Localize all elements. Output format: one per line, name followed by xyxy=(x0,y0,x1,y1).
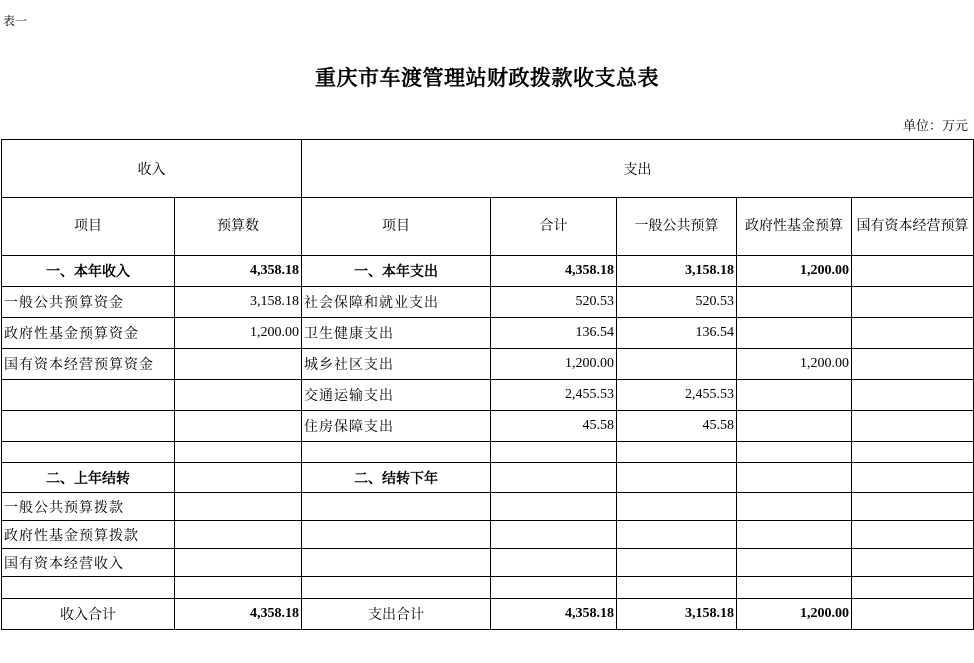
table-row xyxy=(2,411,974,442)
table-row xyxy=(2,287,974,318)
table-row xyxy=(2,349,974,380)
out-item: 一、本年支出 xyxy=(302,256,491,287)
out-item xyxy=(302,442,491,463)
expense-item-header: 项目 xyxy=(302,198,491,256)
header-row-sub xyxy=(2,198,974,256)
budget-header: 预算数 xyxy=(175,198,302,256)
in-item: 国有资本经营预算资金 xyxy=(2,349,175,380)
out-item: 社会保障和就业支出 xyxy=(302,287,491,318)
in-amount: 4,358.18 xyxy=(175,256,302,287)
income-item-header: 项目 xyxy=(2,198,175,256)
fund-amount xyxy=(737,521,852,549)
in-item: 政府性基金预算资金 xyxy=(2,318,175,349)
total-amount xyxy=(491,442,617,463)
general-amount xyxy=(617,521,737,549)
in-amount xyxy=(175,577,302,599)
in-item xyxy=(2,442,175,463)
total-amount: 136.54 xyxy=(491,318,617,349)
out-item xyxy=(302,521,491,549)
fund-total-amount: 1,200.00 xyxy=(737,599,852,630)
table-row xyxy=(2,442,974,463)
in-item xyxy=(2,411,175,442)
totals-row xyxy=(2,599,974,630)
fund-amount: 1,200.00 xyxy=(737,349,852,380)
table-tag: 表一 xyxy=(3,14,28,28)
state-amount xyxy=(852,463,974,493)
out-item: 交通运输支出 xyxy=(302,380,491,411)
in-amount xyxy=(175,411,302,442)
in-amount xyxy=(175,549,302,577)
state-amount xyxy=(852,349,974,380)
out-item xyxy=(302,549,491,577)
total-amount xyxy=(491,463,617,493)
expense-total-label: 支出合计 xyxy=(302,599,491,630)
general-amount xyxy=(617,577,737,599)
state-budget-header: 国有资本经营预算 xyxy=(852,198,974,256)
general-total-amount: 3,158.18 xyxy=(617,599,737,630)
out-item xyxy=(302,493,491,521)
in-amount: 3,158.18 xyxy=(175,287,302,318)
table-row xyxy=(2,521,974,549)
state-amount xyxy=(852,521,974,549)
fund-amount xyxy=(737,577,852,599)
fund-amount xyxy=(737,411,852,442)
table-row xyxy=(2,549,974,577)
page-title: 重庆市车渡管理站财政拨款收支总表 xyxy=(315,65,659,90)
in-amount xyxy=(175,380,302,411)
in-amount xyxy=(175,521,302,549)
out-item: 住房保障支出 xyxy=(302,411,491,442)
header-row-main xyxy=(2,140,974,198)
total-amount xyxy=(491,549,617,577)
total-amount: 45.58 xyxy=(491,411,617,442)
expense-total-amount: 4,358.18 xyxy=(491,599,617,630)
table-row xyxy=(2,577,974,599)
general-amount: 136.54 xyxy=(617,318,737,349)
in-item xyxy=(2,577,175,599)
state-amount xyxy=(852,577,974,599)
in-amount: 1,200.00 xyxy=(175,318,302,349)
fund-amount: 1,200.00 xyxy=(737,256,852,287)
table-row xyxy=(2,493,974,521)
in-item: 国有资本经营收入 xyxy=(2,549,175,577)
state-amount xyxy=(852,549,974,577)
out-item: 城乡社区支出 xyxy=(302,349,491,380)
total-amount: 2,455.53 xyxy=(491,380,617,411)
revenue-expense-table xyxy=(1,139,974,630)
total-header: 合计 xyxy=(491,198,617,256)
state-amount xyxy=(852,442,974,463)
state-amount xyxy=(852,411,974,442)
general-amount: 3,158.18 xyxy=(617,256,737,287)
general-amount xyxy=(617,349,737,380)
total-amount xyxy=(491,521,617,549)
in-item xyxy=(2,380,175,411)
fund-amount xyxy=(737,287,852,318)
general-amount xyxy=(617,463,737,493)
expense-header: 支出 xyxy=(302,140,974,198)
unit-label: 单位：万元 xyxy=(902,119,968,134)
fund-amount xyxy=(737,318,852,349)
income-total-label: 收入合计 xyxy=(2,599,175,630)
fund-amount xyxy=(737,380,852,411)
table-row xyxy=(2,463,974,493)
state-amount xyxy=(852,493,974,521)
table-row xyxy=(2,318,974,349)
total-amount xyxy=(491,493,617,521)
income-header: 收入 xyxy=(2,140,302,198)
state-amount xyxy=(852,318,974,349)
fund-amount xyxy=(737,463,852,493)
out-item: 卫生健康支出 xyxy=(302,318,491,349)
table-row xyxy=(2,380,974,411)
general-amount: 45.58 xyxy=(617,411,737,442)
fund-amount xyxy=(737,493,852,521)
state-amount xyxy=(852,256,974,287)
in-amount xyxy=(175,463,302,493)
total-amount: 4,358.18 xyxy=(491,256,617,287)
out-item: 二、结转下年 xyxy=(302,463,491,493)
in-amount xyxy=(175,349,302,380)
in-item: 政府性基金预算拨款 xyxy=(2,521,175,549)
general-amount xyxy=(617,493,737,521)
in-item: 一般公共预算拨款 xyxy=(2,493,175,521)
in-item: 二、上年结转 xyxy=(2,463,175,493)
general-amount: 520.53 xyxy=(617,287,737,318)
in-amount xyxy=(175,442,302,463)
fund-budget-header: 政府性基金预算 xyxy=(737,198,852,256)
in-amount xyxy=(175,493,302,521)
table-row xyxy=(2,256,974,287)
general-amount: 2,455.53 xyxy=(617,380,737,411)
state-amount xyxy=(852,380,974,411)
fund-amount xyxy=(737,442,852,463)
state-total-amount xyxy=(852,599,974,630)
total-amount: 520.53 xyxy=(491,287,617,318)
total-amount: 1,200.00 xyxy=(491,349,617,380)
general-amount xyxy=(617,549,737,577)
income-total-amount: 4,358.18 xyxy=(175,599,302,630)
state-amount xyxy=(852,287,974,318)
fund-amount xyxy=(737,549,852,577)
total-amount xyxy=(491,577,617,599)
in-item: 一、本年收入 xyxy=(2,256,175,287)
general-budget-header: 一般公共预算 xyxy=(617,198,737,256)
in-item: 一般公共预算资金 xyxy=(2,287,175,318)
out-item xyxy=(302,577,491,599)
general-amount xyxy=(617,442,737,463)
